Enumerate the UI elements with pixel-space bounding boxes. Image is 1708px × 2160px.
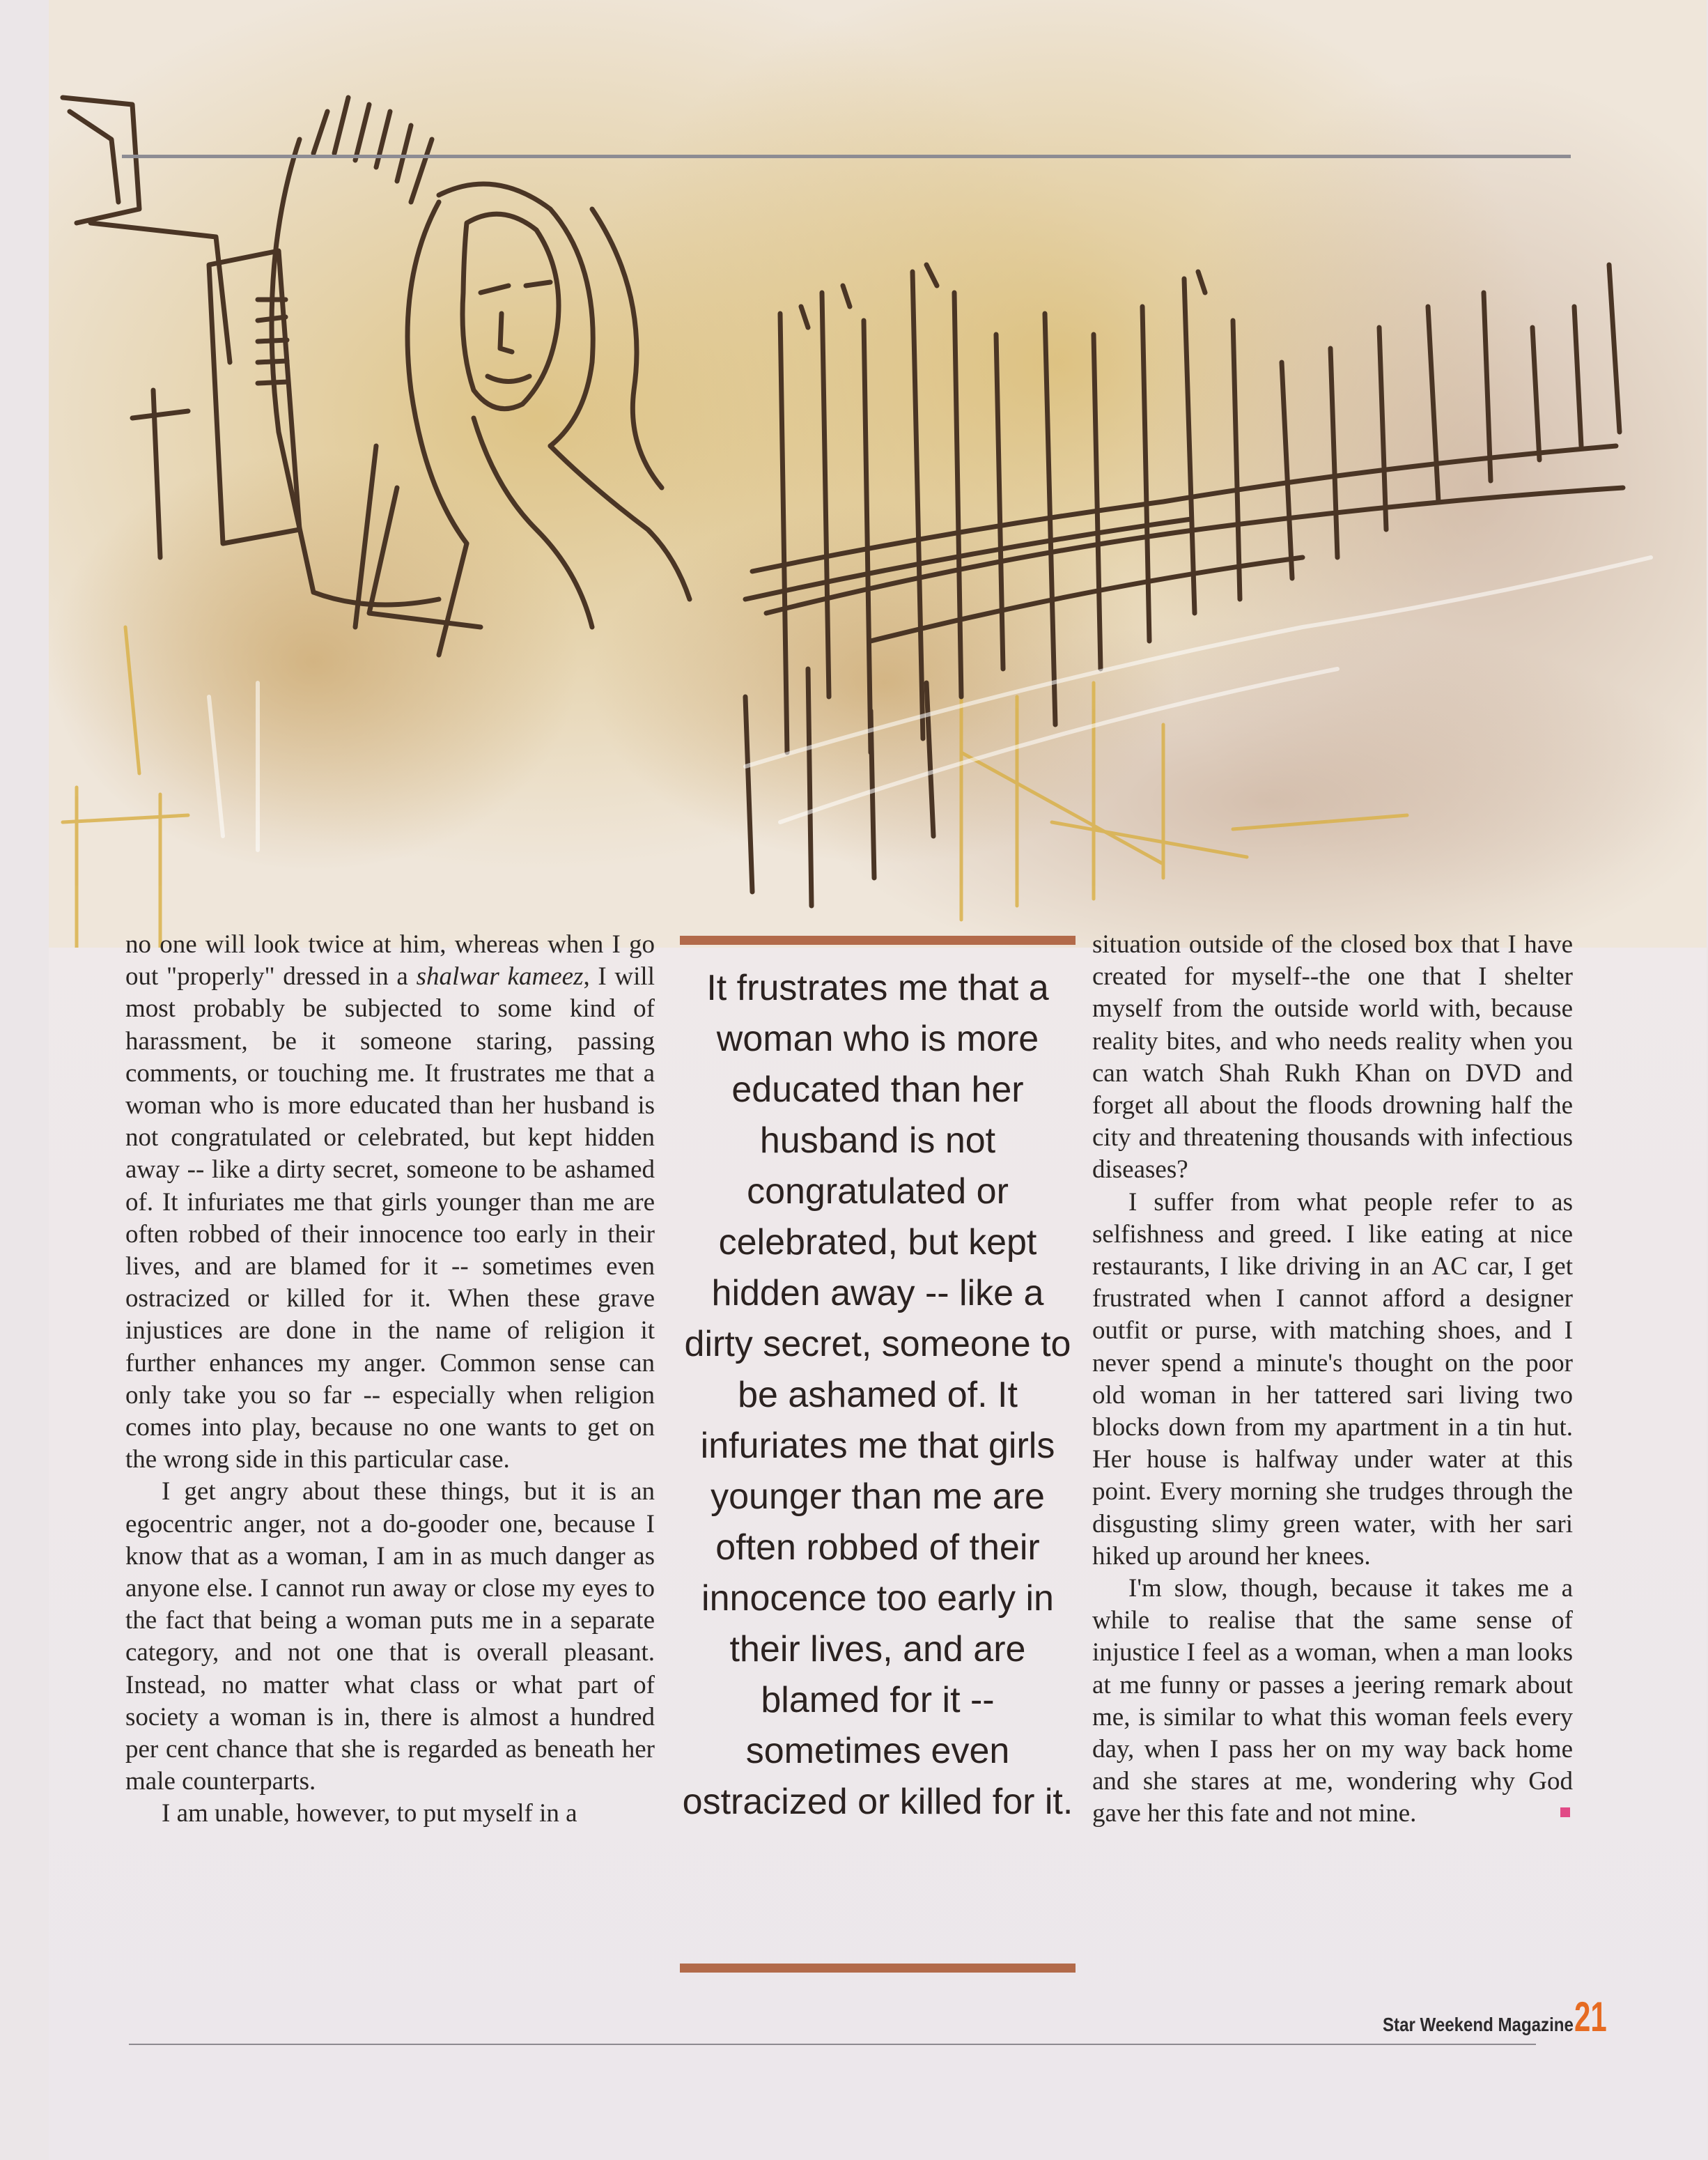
right-paragraph-3 [1092, 1573, 1573, 1830]
pull-quote: It frustrates me that a woman who is more educated than her husband is not congratulated or celebrated, but kept hidden away -- like a dirty secret, someone to be ashamed of. It infuriates me that girls younger than me are often robbed of their innocence too early in their lives, and are blamed for it -- sometimes even ostracized or killed for it. [682, 968, 1073, 1822]
left-paragraph-2: I get angry about these things, but it is an egocentric anger, not a do-gooder one, because I know that as a woman, I am in as much danger as anyone else. I cannot run away or close my eyes to the fact that being a woman puts me in a separate category, and not one that is overall pleasant. Instead, no matter what class or what part of society a woman is in, there is almost a hundred per cent chance that she is regarded as beneath her male counterparts. [125, 1477, 655, 1796]
shalwar-kameez-italic: shalwar kameez [416, 962, 584, 992]
footer-rule [129, 2044, 1536, 2045]
article-column-left [125, 929, 655, 1830]
left-paragraph-1-part-1: no one will look twice at him, whereas when I go out "properly" dressed in a [125, 930, 655, 992]
end-of-article-mark [1560, 1807, 1570, 1817]
page-number: 21 [1574, 1993, 1607, 2040]
publication-name: Star Weekend Magazine [1383, 2014, 1574, 2035]
pull-quote-bottom-rule [680, 1964, 1076, 1973]
top-rule [122, 155, 1571, 158]
right-paragraph-3-text: I'm slow, though, because it takes me a while to realise that the same sense of injustice I feel as a woman, when a man looks at me funny or passes a jeering remark about me, is similar to what this woman feels every day, when I pass her on my way back home and she stares at me, wondering why God gave her this fate and not mine. [1092, 1574, 1573, 1828]
left-paragraph-1 [125, 929, 655, 1476]
left-paragraph-3: I am unable, however, to put myself in a [162, 1799, 577, 1828]
pull-quote-top-rule [680, 936, 1076, 945]
left-paragraph-1-part-2: , I will most probably be subjected to some kind of harassment, be it someone staring, passing comments, or touching me. It frustrates me that a woman who is more educated than her husband is not congratulated or celebrated, but kept hidden away -- like a dirty secret, someone to be ashamed of. It infuriates me that girls younger than me are often robbed of their innocence too early in their lives, and are blamed for it -- sometimes even ostracized or killed for it. When these grave injustices are done in the name of religion it further enhances my anger. Common sense can only take you so far -- especially when religion comes into play, because no one wants to get on the wrong side in this particular case. [125, 962, 655, 1474]
woman-sketch-illustration [49, 0, 1707, 948]
article-column-right [1092, 929, 1573, 1830]
right-paragraph-2: I suffer from what people refer to as selfishness and greed. I like eating at nice restaurants, I like driving in an AC car, I get frustrated when I cannot afford a designer outfit or purse, with matching shoes, and I never spend a minute's thought on the poor old woman in her tattered sari living two blocks down from my apartment in a tin hut. Her house is halfway under water at this point. Every morning she trudges through the disgusting slimy green water, with her sari hiked up around her knees. [1092, 1187, 1573, 1571]
right-paragraph-1: situation outside of the closed box that I have created for myself--the one that I shelter myself from the outside world with, because reality bites, and who needs reality when you can watch Shah Rukh Khan on DVD and forget all about the floods drowning half the city and threatening thousands with infectious diseases? [1092, 930, 1573, 1185]
